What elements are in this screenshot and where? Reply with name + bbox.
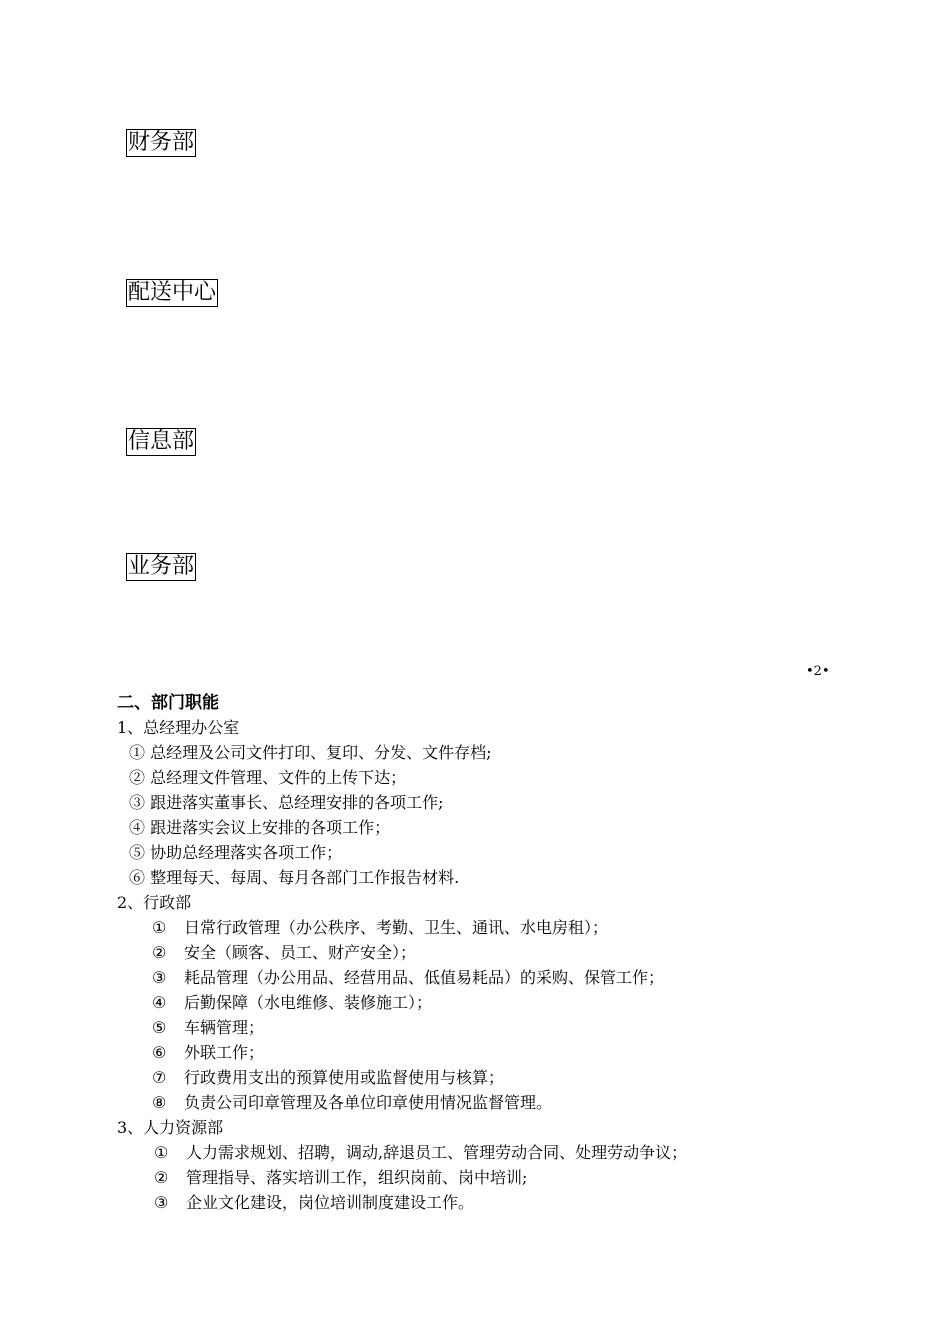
item-text: 管理指导、落实培训工作，组织岗前、岗中培训; xyxy=(186,1168,528,1187)
item-number: ① xyxy=(152,918,167,937)
item-text: 行政费用支出的预算使用或监督使用与核算； xyxy=(184,1068,505,1087)
item-text: 车辆管理； xyxy=(184,1018,265,1037)
list-item xyxy=(152,1093,552,1113)
list-item xyxy=(152,918,608,938)
list-item: ② 总经理文件管理、文件的上传下达； xyxy=(129,768,407,787)
item-text: 后勤保障（水电维修、装修施工）； xyxy=(184,993,433,1012)
list-item: ① 总经理及公司文件打印、复印、分发、文件存档; xyxy=(129,743,492,762)
item-number: ② xyxy=(152,943,167,962)
list-item xyxy=(152,1068,504,1088)
list-item: ④ 跟进落实会议上安排的各项工作； xyxy=(129,818,391,837)
list-item xyxy=(154,1193,474,1213)
item-text: 外联工作； xyxy=(184,1043,265,1062)
item-text: 负责公司印章管理及各单位印章使用情况监督管理。 xyxy=(184,1093,553,1112)
item-text: 安全（顾客、员工、财产安全）； xyxy=(184,943,417,962)
item-text: 人力需求规划、招聘，调动,辞退员工、管理劳动合同、处理劳动争议； xyxy=(186,1143,688,1162)
page-number: •2• xyxy=(806,664,830,679)
item-number: ① xyxy=(154,1143,169,1162)
list-item xyxy=(152,993,432,1013)
item-number: ③ xyxy=(152,968,167,987)
item-number: ⑧ xyxy=(152,1093,167,1112)
list-item: ⑤ 协助总经理落实各项工作； xyxy=(129,843,343,862)
list-item: ⑥ 整理每天、每周、每月各部门工作报告材料. xyxy=(129,868,460,887)
item-text: 耗品管理（办公用品、经营用品、低值易耗品）的采购、保管工作； xyxy=(184,968,665,987)
item-number: ② xyxy=(154,1168,169,1187)
list-item xyxy=(152,943,416,963)
list-item xyxy=(154,1143,687,1163)
org-box-finance: 财务部 xyxy=(128,130,195,155)
item-number: ④ xyxy=(152,993,167,1012)
item-text: 日常行政管理（办公秩序、考勤、卫生、通讯、水电房租）； xyxy=(184,918,609,937)
item-number: ⑥ xyxy=(152,1043,167,1062)
item-text: 企业文化建设，岗位培训制度建设工作。 xyxy=(186,1193,475,1212)
list-item xyxy=(154,1168,527,1188)
dept-title: 3、人力资源部 xyxy=(117,1118,224,1137)
list-item xyxy=(152,1043,264,1063)
list-item: ③ 跟进落实董事长、总经理安排的各项工作; xyxy=(129,793,444,812)
list-item xyxy=(152,968,664,988)
org-box-business: 业务部 xyxy=(128,554,195,579)
item-number: ③ xyxy=(154,1193,169,1212)
dept-title: 1、总经理办公室 xyxy=(117,718,240,737)
list-item xyxy=(152,1018,264,1038)
item-number: ⑤ xyxy=(152,1018,167,1037)
org-box-information: 信息部 xyxy=(128,429,195,454)
org-box-distribution-center: 配送中心 xyxy=(128,280,217,305)
dept-title: 2、行政部 xyxy=(117,893,192,912)
item-number: ⑦ xyxy=(152,1068,167,1087)
section-title: 二、部门职能 xyxy=(117,693,219,713)
